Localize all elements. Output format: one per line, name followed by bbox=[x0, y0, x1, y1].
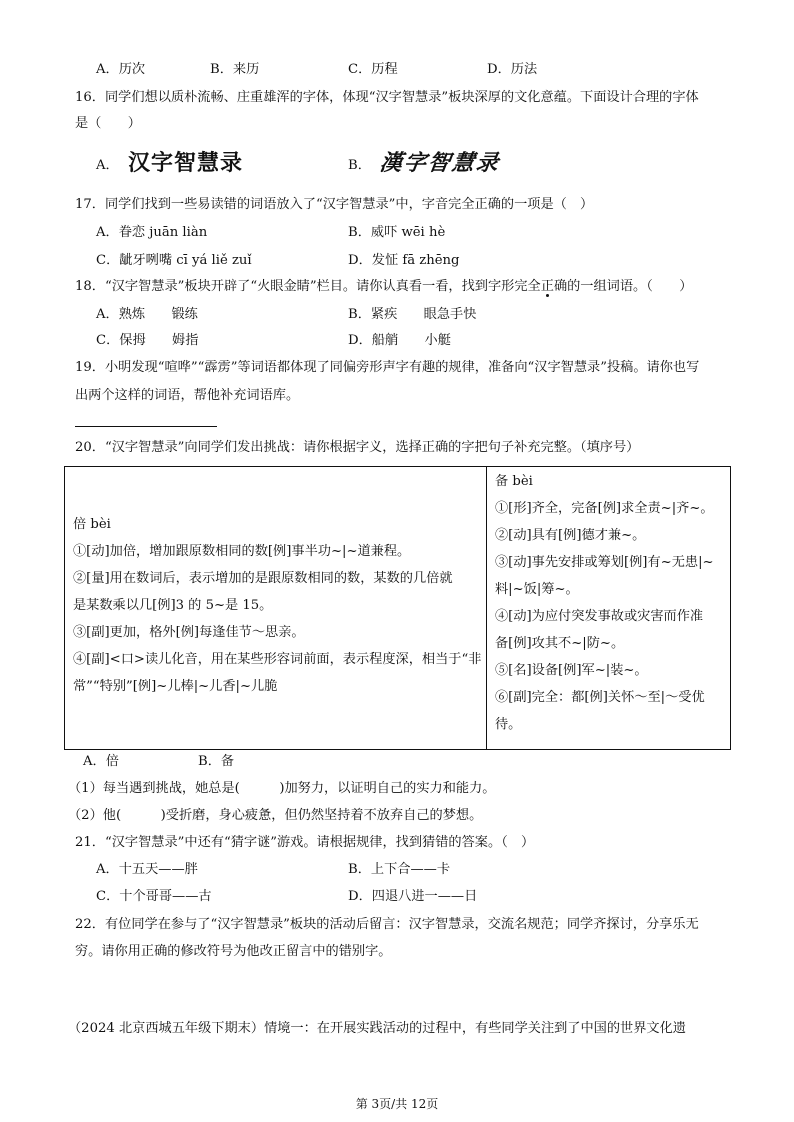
q16-option-a-label: A． bbox=[96, 158, 119, 173]
q18-stem-pre: 18．“汉字智慧录”板块开辟了“火眼金睛”栏目。请你认真看一看，找到字形完全 bbox=[75, 279, 541, 294]
entry-line: ⑥[副]完全：都[例]关怀～至|～受优 bbox=[495, 690, 705, 705]
q16-option-a-font-sample: 汉字智慧录 bbox=[128, 151, 244, 176]
q21-stem: 21．“汉字智慧录”中还有“猜字谜”游戏。请根据规律，找到猜错的答案。（ ） bbox=[75, 835, 535, 850]
q18-stem-post: 确的一组词语。（ ） bbox=[553, 279, 693, 294]
q18-option-d: D．船艄 小艇 bbox=[348, 333, 451, 348]
entry-line: ④[动]为应付突发事故或灾害而作准 bbox=[495, 609, 704, 624]
q17-option-d: D．发怔 fā zhēng bbox=[348, 253, 460, 268]
q19-answer-line[interactable] bbox=[75, 426, 217, 427]
entry-line: 是某数乘以几[例]3 的 5~是 15。 bbox=[73, 598, 273, 613]
entry-line: 待。 bbox=[495, 717, 522, 732]
q20-option-a: A．倍 bbox=[83, 754, 119, 769]
q18-option-c: C．保拇 姆指 bbox=[96, 333, 199, 348]
q21-option-c: C．十个哥哥——古 bbox=[96, 889, 212, 904]
q19-stem-line2: 出两个这样的词语，帮他补充词语库。 bbox=[75, 388, 300, 403]
q18-stem-emphasis: 正 bbox=[540, 279, 554, 294]
entry-line: 常”“特别”[例]~儿棒|~儿香|~儿脆 bbox=[73, 679, 278, 694]
q20-option-b: B．备 bbox=[198, 754, 235, 769]
q15-option-d: D．历法 bbox=[487, 62, 538, 77]
q17-option-a: A．眷恋 juān liàn bbox=[96, 225, 208, 240]
q15-option-c: C．历程 bbox=[348, 62, 398, 77]
entry-line: ①[形]齐全，完备[例]求全责~|齐~。 bbox=[495, 501, 714, 516]
q20-sentence-1: （1）每当遇到挑战，她总是( )加努力，以证明自己的实力和能力。 bbox=[68, 781, 496, 796]
q21-option-a: A．十五天——胖 bbox=[96, 862, 198, 877]
entry-line: ④[副]<口>读儿化音，用在某些形容词前面，表示程度深，相当于“非 bbox=[73, 652, 482, 667]
q19-stem-line1: 19．小明发现“喧哗”“霹雳”等词语都体现了同偏旁形声字有趣的规律，准备向“汉字智慧录”投稿。请你也写 bbox=[75, 360, 700, 375]
q22-stem-line1: 22．有位同学在参与了“汉字智慧录”板块的活动后留言：汉字智慧录，交流名规范；同学齐探讨，分享乐无 bbox=[75, 917, 699, 932]
q15-option-b: B．来历 bbox=[210, 62, 260, 77]
context-intro: （2024 北京西城五年级下期末）情境一：在开展实践活动的过程中，有些同学关注到了中国的世界文化遗 bbox=[68, 1021, 686, 1036]
q16-option-b-label: B． bbox=[348, 158, 371, 173]
q18-stem bbox=[75, 277, 692, 297]
q20-sentence-2: （2）他( )受折磨，身心疲惫，但仍然坚持着不放弃自己的梦想。 bbox=[68, 808, 483, 823]
entry-bei-multiply bbox=[65, 467, 487, 750]
q18-option-a: A．熟炼 锻练 bbox=[96, 307, 198, 322]
dictionary-table bbox=[64, 466, 731, 750]
entry-line: ⑤[名]设备[例]军~|装~。 bbox=[495, 663, 648, 678]
q22-stem-line2: 穷。请你用正确的修改符号为他改正留言中的错别字。 bbox=[75, 944, 392, 959]
q16-stem-line1: 16．同学们想以质朴流畅、庄重雄浑的字体，体现“汉字智慧录”板块深厚的文化意蕴。下面设计合理的字体 bbox=[75, 90, 699, 105]
q16-stem-line2: 是（ ） bbox=[75, 116, 141, 131]
q17-option-b: B．威吓 wēi hè bbox=[348, 225, 446, 240]
q18-option-b: B．紧疾 眼急手快 bbox=[348, 307, 477, 322]
entry-line: 料|~饭|筹~。 bbox=[495, 582, 579, 597]
q16-option-b-font-sample: 漢字智慧录 bbox=[378, 150, 502, 176]
page-number: 第 3页/共 12页 bbox=[355, 1097, 439, 1111]
entry-line: 备 bèi bbox=[495, 474, 533, 489]
entry-bei-prepare bbox=[487, 467, 731, 750]
q15-option-a: A．历次 bbox=[96, 62, 146, 77]
q17-option-c: C．龇牙咧嘴 cī yá liě zuǐ bbox=[96, 253, 252, 268]
q21-option-b: B．上下合——卡 bbox=[348, 862, 451, 877]
entry-line: ③[副]更加，格外[例]每逢佳节～思亲。 bbox=[73, 625, 305, 640]
q21-option-d: D．四退八进一——日 bbox=[348, 889, 478, 904]
q20-stem: 20．“汉字智慧录”向同学们发出挑战：请你根据字义，选择正确的字把句子补充完整。（填序号） bbox=[75, 440, 640, 455]
entry-line: 备[例]攻其不~|防~。 bbox=[495, 636, 625, 651]
entry-line: ①[动]加倍，增加跟原数相同的数[例]事半功~|~道兼程。 bbox=[73, 544, 411, 559]
entry-line: ③[动]事先安排或筹划[例]有~无患|~ bbox=[495, 555, 714, 570]
entry-line: 倍 bèi bbox=[73, 517, 111, 532]
entry-line: ②[动]具有[例]德才兼~。 bbox=[495, 528, 646, 543]
q17-stem: 17．同学们找到一些易读错的词语放入了“汉字智慧录”中，字音完全正确的一项是（ ） bbox=[75, 197, 594, 212]
entry-line: ②[量]用在数词后，表示增加的是跟原数相同的数，某数的几倍就 bbox=[73, 571, 453, 586]
